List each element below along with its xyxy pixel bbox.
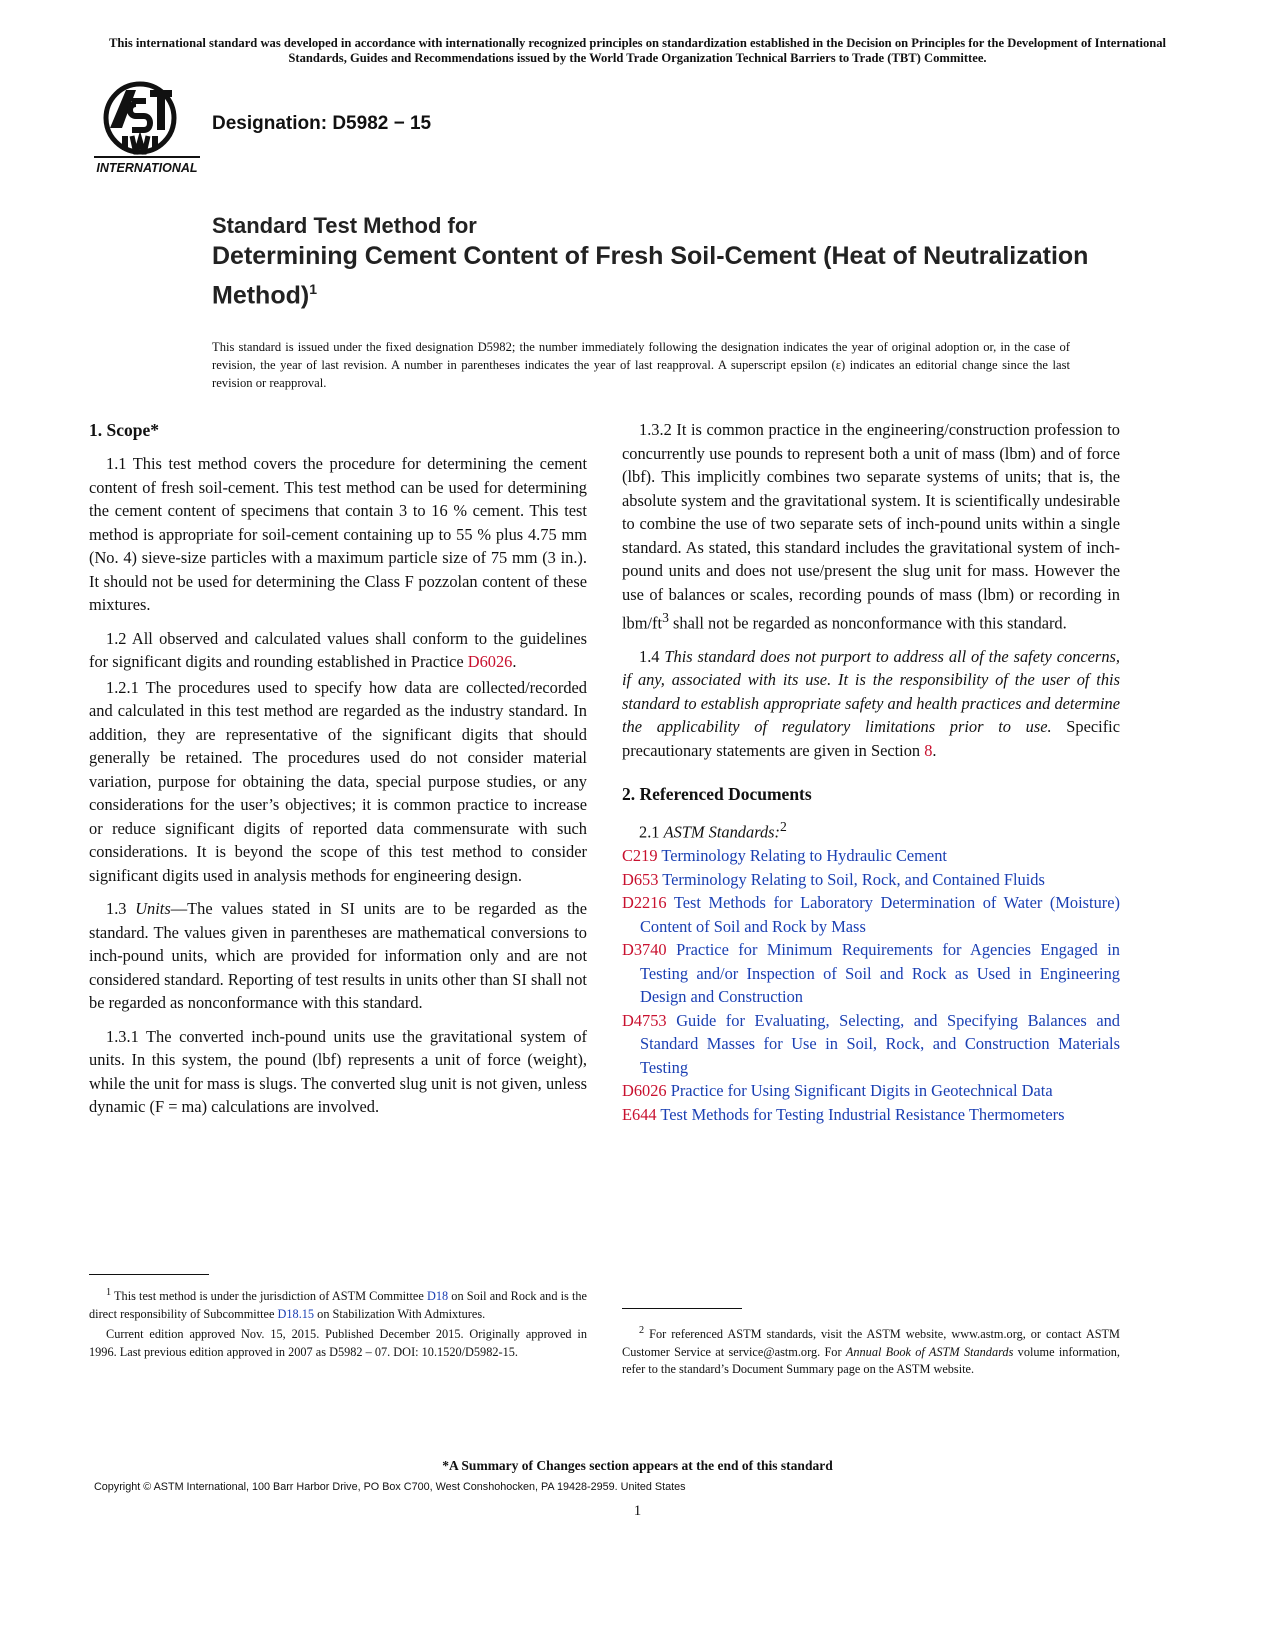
footnote-1-text-c: on Stabilization With Admixtures. [314,1306,486,1321]
para-1-3-1: 1.3.1 The converted inch-pound units use the gravitational system of units. In this system, the pound (lbf) represents a unit of force (weight), while the unit for mass is slugs. The converted slug unit is not given, unless dynamic (F = ma) calculations are involved. [89,1026,587,1116]
para-1-2 [89,627,587,674]
title-footnote-marker: 1 [309,281,317,297]
para-1-4 [622,645,1120,763]
footnote-2-para [622,1322,1120,1379]
para-1-3-2-end: shall not be regarded as nonconformance with this standard. [668,613,1067,633]
reference-title[interactable]: Terminology Relating to Soil, Rock, and Contained Fluids [658,869,1045,889]
para-1-2-1: 1.2.1 The procedures used to specify how data are collected/recorded and calculated in this test method are regarded as the industry standard. In addition, they are representative of the significant digits that should generally be retained. The procedures used do not consider material variation, purpose for obtaining the data, special purpose studies, or any considerations for the user’s objectives; it is common practice to increase or reduce significant digits of reported data commensurate with such considerations. It is beyond the scope of this test method to consider significant digits used in analysis methods for engineering design. [89,677,587,885]
reference-item[interactable] [622,1103,1120,1127]
footnote-1-marker: 1 [106,1287,112,1298]
reference-code[interactable]: D2216 [622,893,667,913]
reference-code[interactable]: D3740 [622,940,667,960]
reference-item[interactable] [622,938,1120,1009]
reference-code[interactable]: C219 [622,846,658,866]
para-1-2-text: 1.2 All observed and calculated values shall conform to the guidelines for significant digits and rounding established in Practice [89,628,587,671]
para-2-1-sup: 2 [780,819,787,835]
tbt-banner: This international standard was developed in accordance with internationally recognized principles on standardization established in the Decision on Principles for the Development of International Standards, Guides and Recommendations issued by the World Trade Organization Technical Barriers to Trade (TBT) Committee. [108,36,1167,65]
footnote-1-text-a: This test method is under the jurisdiction of ASTM Committee [111,1289,427,1304]
designation: Designation: D5982 − 15 [212,113,432,134]
reference-code[interactable]: D4753 [622,1010,667,1030]
para-1-3-2 [622,418,1120,635]
para-1-2-end: . [512,652,517,671]
para-1-3-2-sup: 3 [662,610,669,625]
reference-code[interactable]: E644 [622,1104,657,1124]
para-2-1-num: 2.1 [639,822,664,842]
para-1-4-num: 1.4 [639,646,665,666]
para-1-1: 1.1 This test method covers the procedure for determining the cement content of fresh soil-cement. This test method can be used for determining the cement content of specimens that contain 3 to 16 % cement. This test method is appropriate for soil-cement containing up to 55 % plus 4.75 mm (No. 4) sieve-size particles with a maximum particle size of 75 mm (3 in.). It should not be used for determining the Class F pozzolan content of these mixtures. [89,454,587,614]
reference-title[interactable]: Test Methods for Testing Industrial Resistance Thermometers [656,1104,1065,1124]
footnote-1-para [89,1284,587,1323]
page-number: 1 [633,1503,642,1519]
footnote-2-marker: 2 [639,1325,645,1336]
astm-logo [92,80,202,180]
para-1-4-end: . [932,740,937,760]
link-d6026[interactable]: D6026 [467,652,513,671]
para-1-3-num: 1.3 [106,899,136,918]
copyright-line: Copyright © ASTM International, 100 Barr Harbor Drive, PO Box C700, West Conshohocken, PA 19428-2959. United States [94,1481,686,1493]
reference-code[interactable]: D6026 [622,1081,667,1101]
para-1-3-2-text: 1.3.2 It is common practice in the engineering/construction profession to concurrently use pounds to represent both a unit of mass (lbm) and of force (lbf). This implicitly combines two separate systems of units; that is, the absolute system and the gravitational system. It is scientifically undesirable to combine the use of two separate sets of inch-pound units within a single standard. As stated, this standard includes the gravitational system of inch-pound units and does not use/present the slug unit for mass. However the use of balances or scales, recording pounds of mass (lbm) or recording in lbm/ft [622,420,1120,633]
logo-text: INTERNATIONAL [96,161,198,175]
footnote-2 [622,1322,1120,1379]
para-1-4-em: This standard does not purport to address all of the safety concerns, if any, associated with its use. It is the responsibility of the user of this standard to establish appropriate safety and health practices and determine the applicability of regulatory limitations prior to use. [622,646,1120,737]
reference-item[interactable] [622,844,1120,868]
issue-note: This standard is issued under the fixed designation D5982; the number immediately following the designation indicates the year of original adoption or, in the case of revision, the year of last revision. A number in parentheses indicates the year of last reapproval. A superscript epsilon (ε) indicates an editorial change since the last revision or reapproval. [212,340,1070,390]
astm-logo-icon [92,80,202,180]
refdocs-heading: 2. Referenced Documents [622,784,812,805]
link-d18-15[interactable]: D18.15 [277,1306,315,1321]
right-column [622,418,1120,1126]
link-section-8[interactable]: 8 [924,740,933,760]
para-1-4-text: Specific precautionary statements are given in Section [622,717,1120,760]
reference-item[interactable] [622,1079,1120,1103]
reference-item[interactable] [622,1009,1120,1080]
reference-title[interactable]: Guide for Evaluating, Selecting, and Specifying Balances and Standard Masses for Use in Soil, Rock, and Construction Materials Testing [640,1010,1120,1077]
title-main: Determining Cement Content of Fresh Soil-Cement (Heat of Neutralization Method) [212,242,1089,310]
para-1-3 [89,897,587,1015]
reference-title[interactable]: Practice for Using Significant Digits in Geotechnical Data [666,1081,1053,1101]
para-2-1-em: ASTM Standards: [663,822,781,842]
footnote-1-text-b: on Soil and Rock and is the direct responsibility of Subcommittee [89,1289,588,1321]
reference-list [622,844,1120,1126]
footnote-rule-right [622,1308,742,1309]
para-1-3-em: Units [135,899,171,918]
para-2-1 [622,815,1120,844]
document-title [212,212,1132,312]
footnote-1 [89,1284,587,1361]
reference-title[interactable]: Terminology Relating to Hydraulic Cement [657,846,947,866]
link-d18[interactable]: D18 [426,1289,449,1304]
footnote-rule-left [89,1274,209,1275]
footnote-1-edition: Current edition approved Nov. 15, 2015. Published December 2015. Originally approved in 1996. Last previous edition approved in 2007 as D5982 – 07. DOI: 10.1520/D5982-15. [89,1327,587,1359]
reference-item[interactable] [622,868,1120,892]
para-1-3-text: —The values stated in SI units are to be regarded as the standard. The values given in parentheses are mathematical conversions to inch-pound units, which are provided for information only and are not considered standard. Reporting of test results in units other than SI shall not be regarded as nonconformance with this standard. [89,899,587,1012]
footnote-2-text-a: For referenced ASTM standards, visit the ASTM website, www.astm.org, or contact ASTM Customer Service at service@astm.org. For [622,1327,1120,1359]
title-line2 [212,240,1132,312]
reference-item[interactable] [622,891,1120,938]
title-line1: Standard Test Method for [212,213,477,238]
summary-of-changes-note: *A Summary of Changes section appears at the end of this standard [442,1458,833,1473]
reference-code[interactable]: D653 [622,869,659,889]
reference-title[interactable]: Practice for Minimum Requirements for Agencies Engaged in Testing and/or Inspection of Soil and Rock as Used in Engineering Design and Construction [640,940,1120,1007]
left-column [89,418,587,1119]
scope-heading: 1. Scope* [89,420,159,440]
footnote-2-em: Annual Book of ASTM Standards [845,1344,1014,1359]
footnote-2-text-b: volume information, refer to the standard’s Document Summary page on the ASTM website. [622,1344,1120,1377]
reference-title[interactable]: Test Methods for Laboratory Determination of Water (Moisture) Content of Soil and Rock by Mass [640,893,1120,936]
